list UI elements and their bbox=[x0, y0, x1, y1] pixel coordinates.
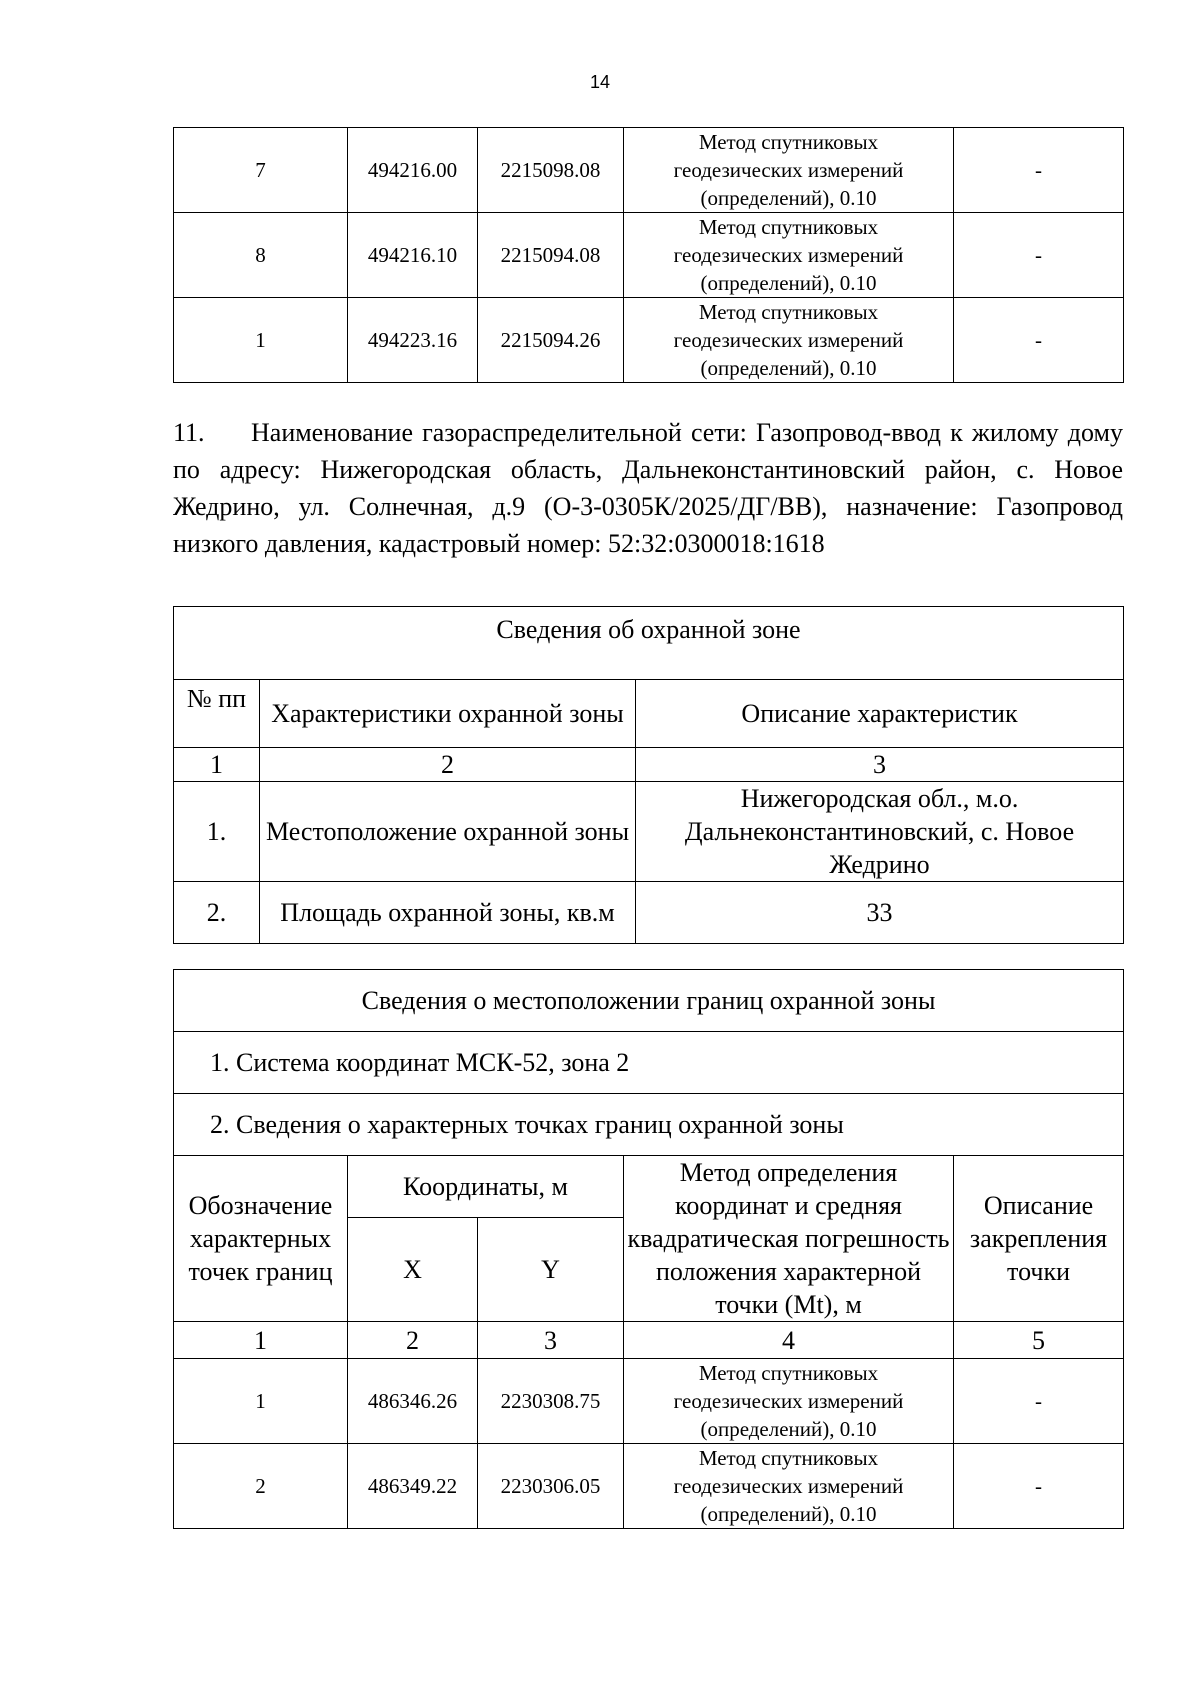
column-number: 4 bbox=[624, 1322, 954, 1359]
table-row bbox=[174, 1444, 1124, 1529]
point-id: 7 bbox=[174, 128, 348, 213]
coord-y: 2230308.75 bbox=[478, 1359, 624, 1444]
column-number: 3 bbox=[636, 748, 1124, 782]
method-cell: Метод спутниковых геодезических измерений (определений), 0.10 bbox=[624, 1444, 954, 1529]
column-number: 2 bbox=[348, 1322, 478, 1359]
column-header: Характеристики охранной зоны bbox=[260, 680, 636, 748]
table-row bbox=[174, 128, 1124, 213]
method-cell: Метод спутниковых геодезических измерений (определений), 0.10 bbox=[624, 128, 954, 213]
table-title: Сведения об охранной зоне bbox=[174, 607, 1124, 680]
table-row bbox=[174, 1359, 1124, 1444]
coordinates-table-continued bbox=[173, 127, 1124, 383]
section-text: Наименование газораспределительной сети: Газопровод-ввод к жилому дому по адресу: Нижегородская область, Дальнеконстантиновский район, с. Новое Жедрино, ул. Солнечная, д.9 (О-3-0305К/2025/ДГ/ВВ), назначение: Газопровод низкого давления, кадастровый номер: 52:32:0300018:1618 bbox=[173, 418, 1123, 558]
column-header-x: X bbox=[348, 1218, 478, 1322]
column-header: Описание закрепления точки bbox=[954, 1156, 1124, 1322]
coordinate-system: 1. Система координат МСК-52, зона 2 bbox=[174, 1032, 1124, 1094]
coord-y: 2215098.08 bbox=[478, 128, 624, 213]
fixation-desc: - bbox=[954, 298, 1124, 383]
column-number: 1 bbox=[174, 748, 260, 782]
characteristic-name: Местоположение охранной зоны bbox=[260, 782, 636, 882]
table-row bbox=[174, 213, 1124, 298]
protection-zone-table bbox=[173, 606, 1124, 944]
fixation-desc: - bbox=[954, 213, 1124, 298]
row-number: 1. bbox=[174, 782, 260, 882]
column-number: 3 bbox=[478, 1322, 624, 1359]
table-row bbox=[174, 782, 1124, 882]
characteristic-name: Площадь охранной зоны, кв.м bbox=[260, 882, 636, 944]
column-header: Метод определения координат и средняя квадратическая погрешность положения характерной точки (Mt), м bbox=[624, 1156, 954, 1322]
coord-x: 494216.10 bbox=[348, 213, 478, 298]
method-cell: Метод спутниковых геодезических измерений (определений), 0.10 bbox=[624, 298, 954, 383]
table-title: Сведения о местоположении границ охранной зоны bbox=[174, 970, 1124, 1032]
section-number: 11. bbox=[173, 418, 205, 447]
characteristic-value: 33 bbox=[636, 882, 1124, 944]
column-number: 5 bbox=[954, 1322, 1124, 1359]
coord-y: 2230306.05 bbox=[478, 1444, 624, 1529]
row-number: 2. bbox=[174, 882, 260, 944]
table-row bbox=[174, 882, 1124, 944]
fixation-desc: - bbox=[954, 128, 1124, 213]
column-header: Координаты, м bbox=[348, 1156, 624, 1218]
method-cell: Метод спутниковых геодезических измерений (определений), 0.10 bbox=[624, 213, 954, 298]
boundary-table bbox=[173, 969, 1124, 1529]
point-id: 8 bbox=[174, 213, 348, 298]
fixation-desc: - bbox=[954, 1444, 1124, 1529]
column-header: Обозначение характерных точек границ bbox=[174, 1156, 348, 1322]
coord-y: 2215094.26 bbox=[478, 298, 624, 383]
point-id: 1 bbox=[174, 298, 348, 383]
point-id: 1 bbox=[174, 1359, 348, 1444]
points-heading: 2. Сведения о характерных точках границ охранной зоны bbox=[174, 1094, 1124, 1156]
column-header: № пп bbox=[174, 680, 260, 748]
coord-x: 494223.16 bbox=[348, 298, 478, 383]
section-paragraph bbox=[173, 414, 1123, 562]
column-header-y: Y bbox=[478, 1218, 624, 1322]
coord-x: 486346.26 bbox=[348, 1359, 478, 1444]
characteristic-value: Нижегородская обл., м.о. Дальнеконстантиновский, с. Новое Жедрино bbox=[636, 782, 1124, 882]
column-number: 1 bbox=[174, 1322, 348, 1359]
page-number: 14 bbox=[589, 72, 611, 92]
coord-x: 486349.22 bbox=[348, 1444, 478, 1529]
column-number: 2 bbox=[260, 748, 636, 782]
column-header: Описание характеристик bbox=[636, 680, 1124, 748]
point-id: 2 bbox=[174, 1444, 348, 1529]
table-row bbox=[174, 298, 1124, 383]
fixation-desc: - bbox=[954, 1359, 1124, 1444]
method-cell: Метод спутниковых геодезических измерений (определений), 0.10 bbox=[624, 1359, 954, 1444]
coord-y: 2215094.08 bbox=[478, 213, 624, 298]
coord-x: 494216.00 bbox=[348, 128, 478, 213]
